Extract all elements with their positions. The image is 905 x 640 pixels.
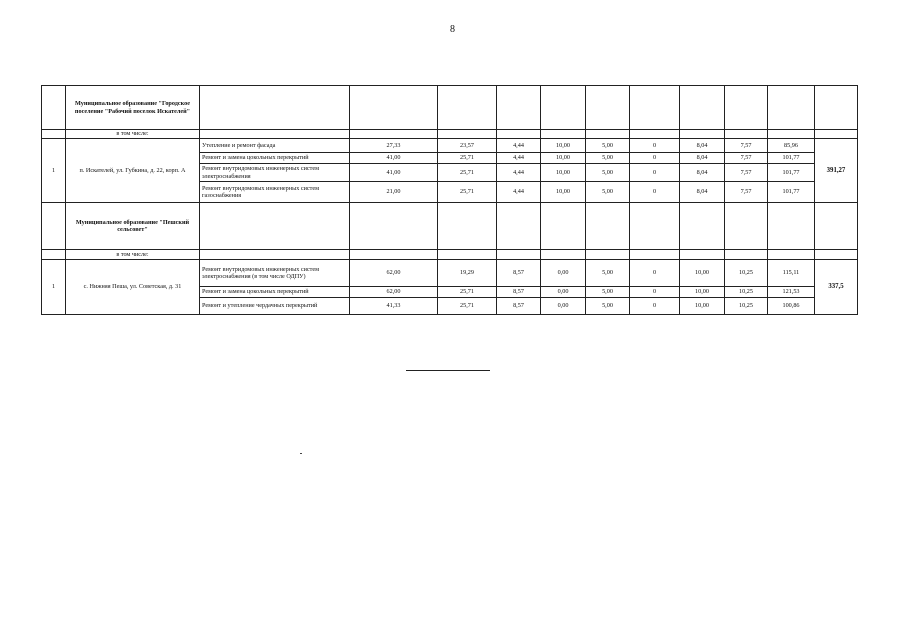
section-header-row	[42, 203, 858, 250]
table-row	[42, 260, 858, 287]
value-cell: 25,71	[438, 287, 497, 298]
value-cell: 23,57	[438, 139, 497, 153]
value-cell: 25,71	[438, 182, 497, 203]
subtitle-label: в том числе:	[66, 130, 200, 139]
value-cell: 101,77	[768, 182, 815, 203]
value-cell: 41,33	[350, 298, 438, 315]
value-cell: 5,00	[586, 139, 630, 153]
value-cell: 8,04	[680, 139, 725, 153]
value-cell: 101,77	[768, 153, 815, 164]
work-name: Ремонт внутридомовых инженерных систем газоснабжения	[200, 182, 350, 203]
work-name: Ремонт внутридомовых инженерных систем электроснабжения	[200, 164, 350, 182]
value-cell: 8,57	[497, 298, 541, 315]
value-cell: 5,00	[586, 298, 630, 315]
work-name: Ремонт и замена цокольных перекрытий	[200, 153, 350, 164]
value-cell: 25,71	[438, 164, 497, 182]
value-cell: 0,00	[541, 287, 586, 298]
value-cell: 10,25	[725, 260, 768, 287]
value-cell: 10,00	[680, 298, 725, 315]
closing-rule	[406, 370, 490, 371]
value-cell: 7,57	[725, 164, 768, 182]
value-cell: 62,00	[350, 287, 438, 298]
section-header-row	[42, 86, 858, 130]
value-cell: 0	[630, 182, 680, 203]
value-cell: 41,00	[350, 164, 438, 182]
value-cell: 4,44	[497, 153, 541, 164]
value-cell: 4,44	[497, 182, 541, 203]
value-cell: 10,25	[725, 287, 768, 298]
value-cell: 0,00	[541, 260, 586, 287]
value-cell: 5,00	[586, 182, 630, 203]
value-cell: 25,71	[438, 298, 497, 315]
value-cell: 4,44	[497, 139, 541, 153]
municipality-name: Муниципальное образование "Пешский сельсовет"	[66, 203, 200, 250]
value-cell: 41,00	[350, 153, 438, 164]
value-cell: 121,53	[768, 287, 815, 298]
value-cell: 101,77	[768, 164, 815, 182]
value-cell: 25,71	[438, 153, 497, 164]
value-cell: 8,04	[680, 153, 725, 164]
municipality-name: Муниципальное образование "Городское поселение "Рабочий поселок Искателей"	[66, 86, 200, 130]
value-cell: 0	[630, 153, 680, 164]
work-name: Ремонт и замена цокольных перекрытий	[200, 287, 350, 298]
value-cell: 10,00	[541, 182, 586, 203]
value-cell: 5,00	[586, 153, 630, 164]
value-cell: 4,44	[497, 164, 541, 182]
value-cell: 0	[630, 260, 680, 287]
value-cell: 0	[630, 164, 680, 182]
row-number: 1	[42, 139, 66, 203]
work-name: Ремонт и утепление чердачных перекрытий	[200, 298, 350, 315]
subtitle-row	[42, 250, 858, 260]
work-name: Утепление и ремонт фасада	[200, 139, 350, 153]
value-cell: 85,96	[768, 139, 815, 153]
value-cell: 7,57	[725, 139, 768, 153]
value-cell: 21,00	[350, 182, 438, 203]
table-row	[42, 139, 858, 153]
value-cell: 8,57	[497, 260, 541, 287]
value-cell: 27,33	[350, 139, 438, 153]
value-cell: 10,00	[680, 260, 725, 287]
total-cell: 391,27	[815, 139, 858, 203]
value-cell: 19,29	[438, 260, 497, 287]
value-cell: 10,25	[725, 298, 768, 315]
value-cell: 0	[630, 298, 680, 315]
total-cell: 337,5	[815, 260, 858, 315]
value-cell: 115,11	[768, 260, 815, 287]
scan-speck	[300, 453, 302, 454]
address-cell: с. Нижняя Пеша, ул. Советская, д. 31	[66, 260, 200, 315]
value-cell: 0	[630, 287, 680, 298]
value-cell: 10,00	[541, 139, 586, 153]
value-cell: 8,04	[680, 182, 725, 203]
value-cell: 100,86	[768, 298, 815, 315]
repair-cost-table	[41, 85, 858, 315]
value-cell: 62,00	[350, 260, 438, 287]
value-cell: 8,57	[497, 287, 541, 298]
subtitle-row	[42, 130, 858, 139]
work-name: Ремонт внутридомовых инженерных систем электроснабжения (в том числе ОДПУ)	[200, 260, 350, 287]
value-cell: 10,00	[541, 164, 586, 182]
value-cell: 5,00	[586, 164, 630, 182]
value-cell: 0	[630, 139, 680, 153]
subtitle-label: в том числе:	[66, 250, 200, 260]
value-cell: 10,00	[541, 153, 586, 164]
value-cell: 5,00	[586, 287, 630, 298]
row-number: 1	[42, 260, 66, 315]
address-cell: п. Искателей, ул. Губкина, д. 22, корп. А	[66, 139, 200, 203]
value-cell: 5,00	[586, 260, 630, 287]
value-cell: 7,57	[725, 153, 768, 164]
page-number: 8	[450, 24, 455, 35]
value-cell: 10,00	[680, 287, 725, 298]
value-cell: 0,00	[541, 298, 586, 315]
value-cell: 8,04	[680, 164, 725, 182]
value-cell: 7,57	[725, 182, 768, 203]
